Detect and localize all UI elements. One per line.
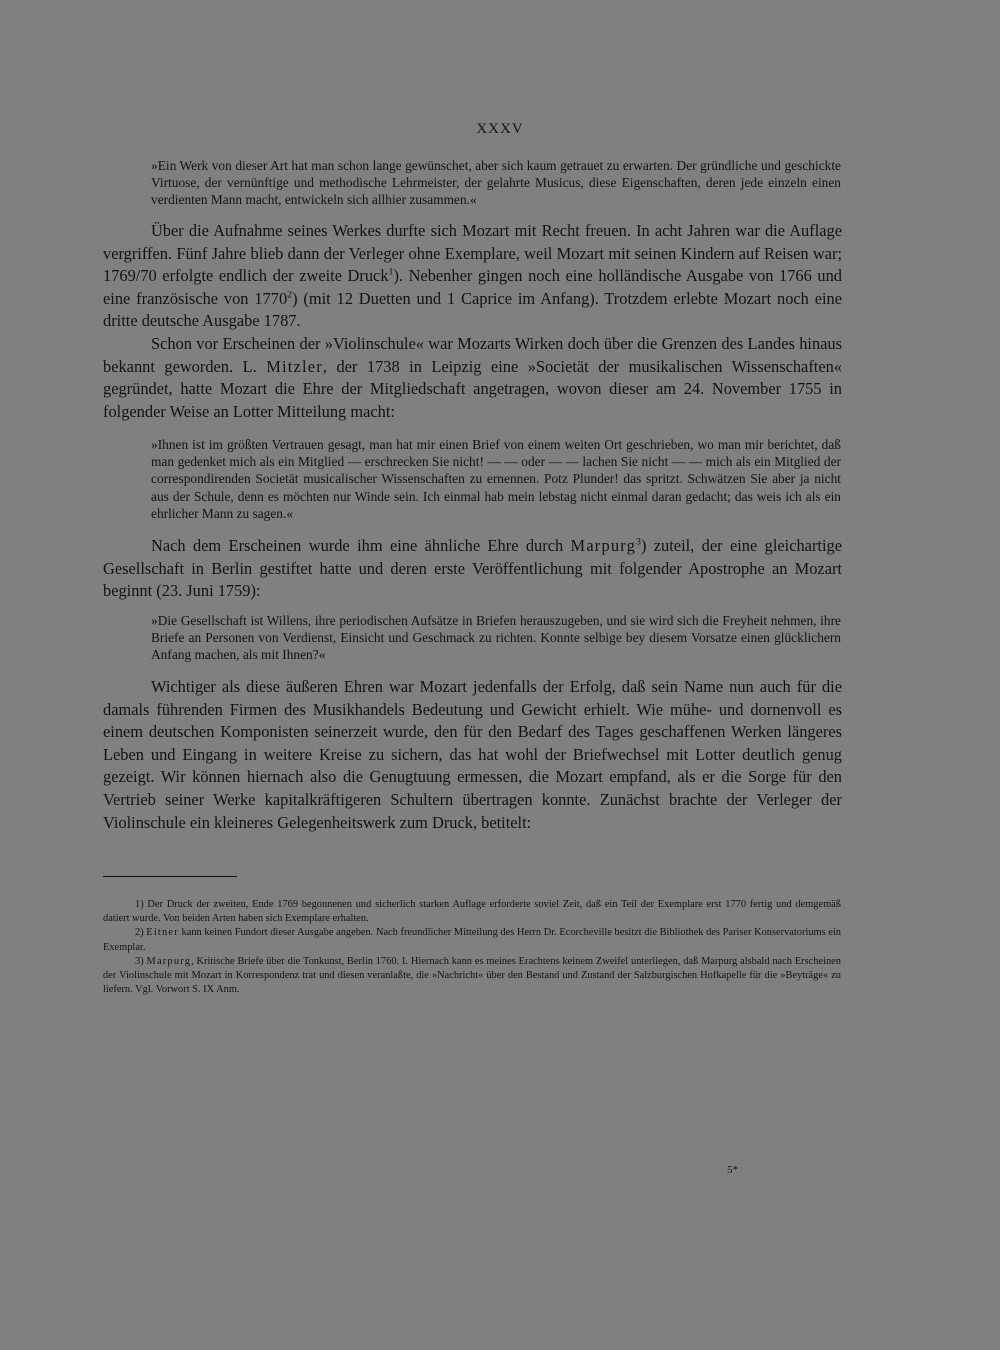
footnote-2: 2) Eitner kann keinen Fundort dieser Ausgabe angeben. Nach freundlicher Mitteilung des Herrn Dr. Ecorcheville besitzt die Bibliothek des Pariser Konservatoriums ein Exemplar. <box>103 927 841 953</box>
paragraph-importance: Wichtiger als diese äußeren Ehren war Mozart jedenfalls der Erfolg, daß sein Name nun auch für die damals führenden Firmen des Musikhandels Bedeutung und Gewicht erhielt. Wie mühe- und dornenvoll es einem deutschen Komponisten seinerzeit wurde, den für den Bedarf des Tages geschaffenen Werken längeres Leben und Eingang in weitere Kreise zu sichern, das hat wohl der Briefwechsel mit Lotter deutlich genug gezeigt. Wir können hiernach also die Genugtuung ermessen, die Mozart empfand, als er die Sorge für den Vertrieb seiner Werke kapitalkräftigeren Schultern übertragen konnte. Zunächst brachte der Verleger der Violinschule ein kleineres Gelegenheitswerk zum Druck, betitelt: <box>103 677 842 832</box>
paragraph-marpurg: Nach dem Erscheinen wurde ihm eine ähnliche Ehre durch Marpurg$^3$) zuteil, der eine gleichartige Gesellschaft in Berlin gestiftet hatte und deren erste Veröffentlichung mit folgender Apostrophe an Mozart beginnt (23. Juni 1759): <box>103 536 842 601</box>
footnote-divider <box>103 876 237 877</box>
person-name-marpurg: Marpurg <box>570 536 637 555</box>
quote-review <box>151 157 841 209</box>
footnotes <box>103 898 841 997</box>
footnote-3: 3) Marpurg, Kritische Briefe über die Tonkunst, Berlin 1760. I. Hiernach kann es meines Erachtens keinem Zweifel unterliegen, daß Marpurg alsbald nach Erscheinen der Violinschule mit Mozart in Korrespondenz trat und diesen veranlaßte, die »Nachricht« über den Bestand und Zustand der Salzburgischen Hofkapelle für die »Beyträge« zu liefern. Vgl. Vorwort S. IX Anm. <box>103 955 841 996</box>
sheet-signature: 5* <box>727 1164 738 1176</box>
footnote-1: 1) Der Druck der zweiten, Ende 1769 begonnenen und sicherlich starken Auflage erforderte soviel Zeit, daß ein Teil der Exemplare erst 1770 fertig und demgemäß datiert wurde. Von beiden Arten haben sich Exemplare erhalten. <box>103 899 841 925</box>
footnote-ref-3[interactable]: 3 <box>636 536 641 548</box>
main-text-middle <box>103 535 842 603</box>
quote-society-text: »Die Gesellschaft ist Willens, ihre periodischen Aufsätze in Briefen herauszugeben, und sie wird sich die Freyheit nehmen, ihre Briefe an Personen von Verdienst, Einsicht und Geschmack zu richten. Konnte selbige bey diesem Vorsatze einen glücklichern Anfang machen, als mit Ihnen?« <box>151 613 841 663</box>
quote-society <box>151 612 841 664</box>
quote-letter-text: »Ihnen ist im größten Vertrauen gesagt, man hat mir einen Brief von einem weiten Ort geschrieben, wo man mir berichtet, daß man gedenket mich als ein Mitglied — erschrecken Sie nicht! — — oder — — lachen Sie nicht — — mich als ein Mitglied der correspondirenden Societät musicalischer Wissenschaften zu ernennen. Potz Plunder! das spritzt. Schwätzen Sie aber ja nicht aus der Schule, denn es möchten nur Winde sein. Ich einmal hab mein lebstag nicht einmal daran gedacht; das weis ich als ein ehrlicher Mann zu sagen.« <box>151 437 841 521</box>
paragraph-mitzler: Schon vor Erscheinen der »Violinschule« war Mozarts Wirken doch über die Grenzen des Landes hinaus bekannt geworden. L. Mitzler, der 1738 in Leipzig eine »Societät der musikalischen Wissenschaften« gegründet, hatte Mozart die Ehre der Mitgliedschaft angetragen, wovon dieser am 24. November 1755 in folgender Weise an Lotter Mitteilung macht: <box>103 333 843 421</box>
page-number: XXXV <box>476 121 524 137</box>
person-name-mitzler: Mitzler <box>266 356 323 376</box>
main-text-lower <box>103 676 842 834</box>
footnote-ref-1[interactable]: 1 <box>388 266 394 278</box>
quote-letter <box>151 436 841 522</box>
quote-review-text: »Ein Werk von dieser Art hat man schon lange gewünschet, aber sich kaum getrauet zu erwarten. Der gründliche und geschickte Virtuose, der vernünftige und methodische Lehrmeister, der gelahrte Musicus, diese Eigenschaften, deren jede einzeln einen verdienten Mann macht, entwickeln sich allhier zusammen.« <box>151 158 841 208</box>
footnote-ref-2[interactable]: 2 <box>287 289 293 301</box>
paragraph-reception: Über die Aufnahme seines Werkes durfte sich Mozart mit Recht freuen. In acht Jahren war die Auflage vergriffen. Fünf Jahre blieb dann der Verleger ohne Exemplare, weil Mozart mit seinen Kindern auf Reisen war; 1769/70 erfolgte endlich der zweite Druck$^1$). Nebenher gingen noch eine holländische Ausgabe von 1766 und eine französische von 1770$^2$) (mit 12 Duetten und 1 Caprice im Anfang). Trotzdem erlebte Mozart noch eine dritte deutsche Ausgabe 1787. <box>103 221 843 331</box>
main-text-upper <box>103 220 842 423</box>
